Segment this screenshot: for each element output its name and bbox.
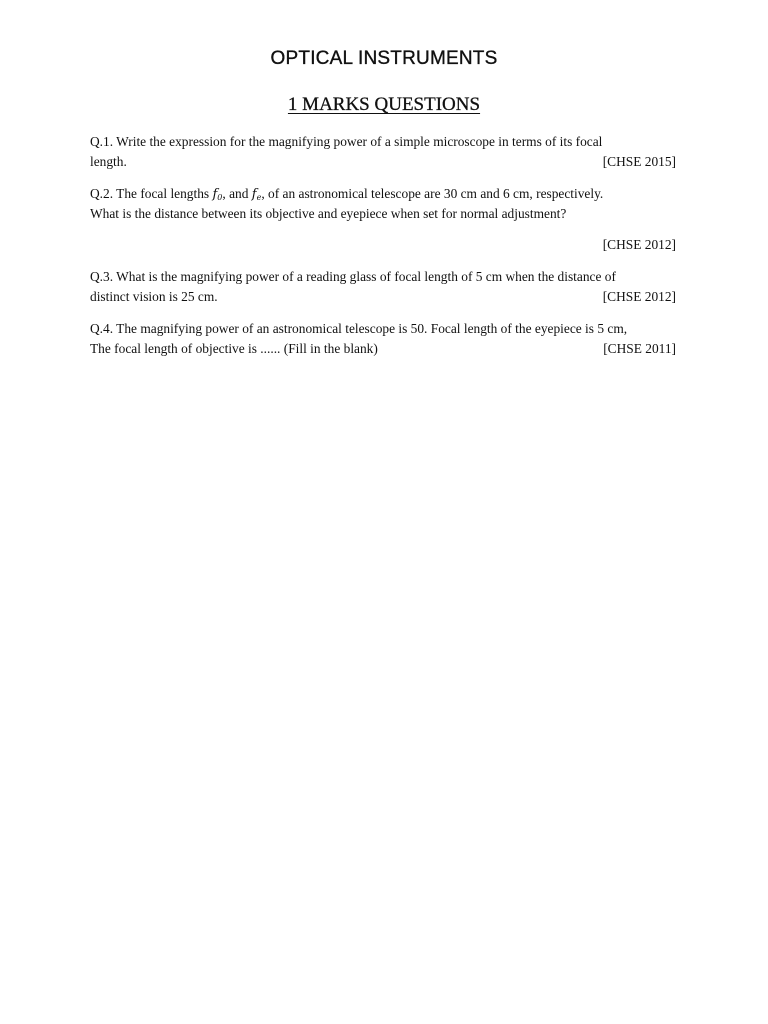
focal-length-objective-symbol (212, 187, 222, 202)
question-2-text-part-1: Q.2. The focal lengths (90, 186, 210, 201)
question-4-reference: [CHSE 2011] (603, 340, 676, 356)
question-4 (90, 319, 676, 358)
question-1-text-line-1: Q.1. Write the expression for the magnifying power of a simple microscope in terms of its focal (90, 134, 603, 149)
question-2-text-line-2: What is the distance between its objective and eyepiece when set for normal adjustment? (90, 205, 567, 221)
symbol-f: f (251, 187, 257, 202)
question-3-text-line-2-content: distinct vision is 25 cm. (90, 288, 218, 304)
question-3-text-line-1: Q.3. What is the magnifying power of a reading glass of focal length of 5 cm when the distance of (90, 269, 616, 284)
question-4-text-line-1: Q.4. The magnifying power of an astronomical telescope is 50. Focal length of the eyepiece is 5 cm, (90, 321, 628, 336)
question-1-reference: [CHSE 2015] (602, 153, 676, 169)
question-1-text-line-2-content: length. (90, 153, 127, 169)
section-heading: 1 MARKS QUESTIONS (287, 94, 481, 115)
question-4-text-line-2 (90, 339, 676, 359)
question-3 (90, 267, 676, 306)
question-1-text-line-2 (90, 152, 676, 172)
question-1 (90, 132, 676, 171)
question-3-text-line-2 (90, 287, 676, 307)
question-2-text-part-2: , and (222, 186, 249, 201)
question-2-reference: [CHSE 2012] (602, 237, 676, 252)
question-2-text-line-1 (90, 184, 676, 204)
question-4-text-line-2-content: The focal length of objective is ...... (Fill in the blank) (90, 340, 378, 356)
focal-length-eyepiece-symbol (252, 187, 262, 202)
page-title: OPTICAL INSTRUMENTS (270, 48, 498, 69)
symbol-subscript-0: 0 (217, 193, 223, 202)
question-2 (90, 184, 676, 255)
question-2-text-part-3: , of an astronomical telescope are 30 cm and 6 cm, respectively. (261, 186, 604, 201)
question-3-reference: [CHSE 2012] (602, 288, 676, 304)
symbol-f: f (212, 187, 218, 202)
symbol-subscript-e: e (256, 193, 262, 202)
